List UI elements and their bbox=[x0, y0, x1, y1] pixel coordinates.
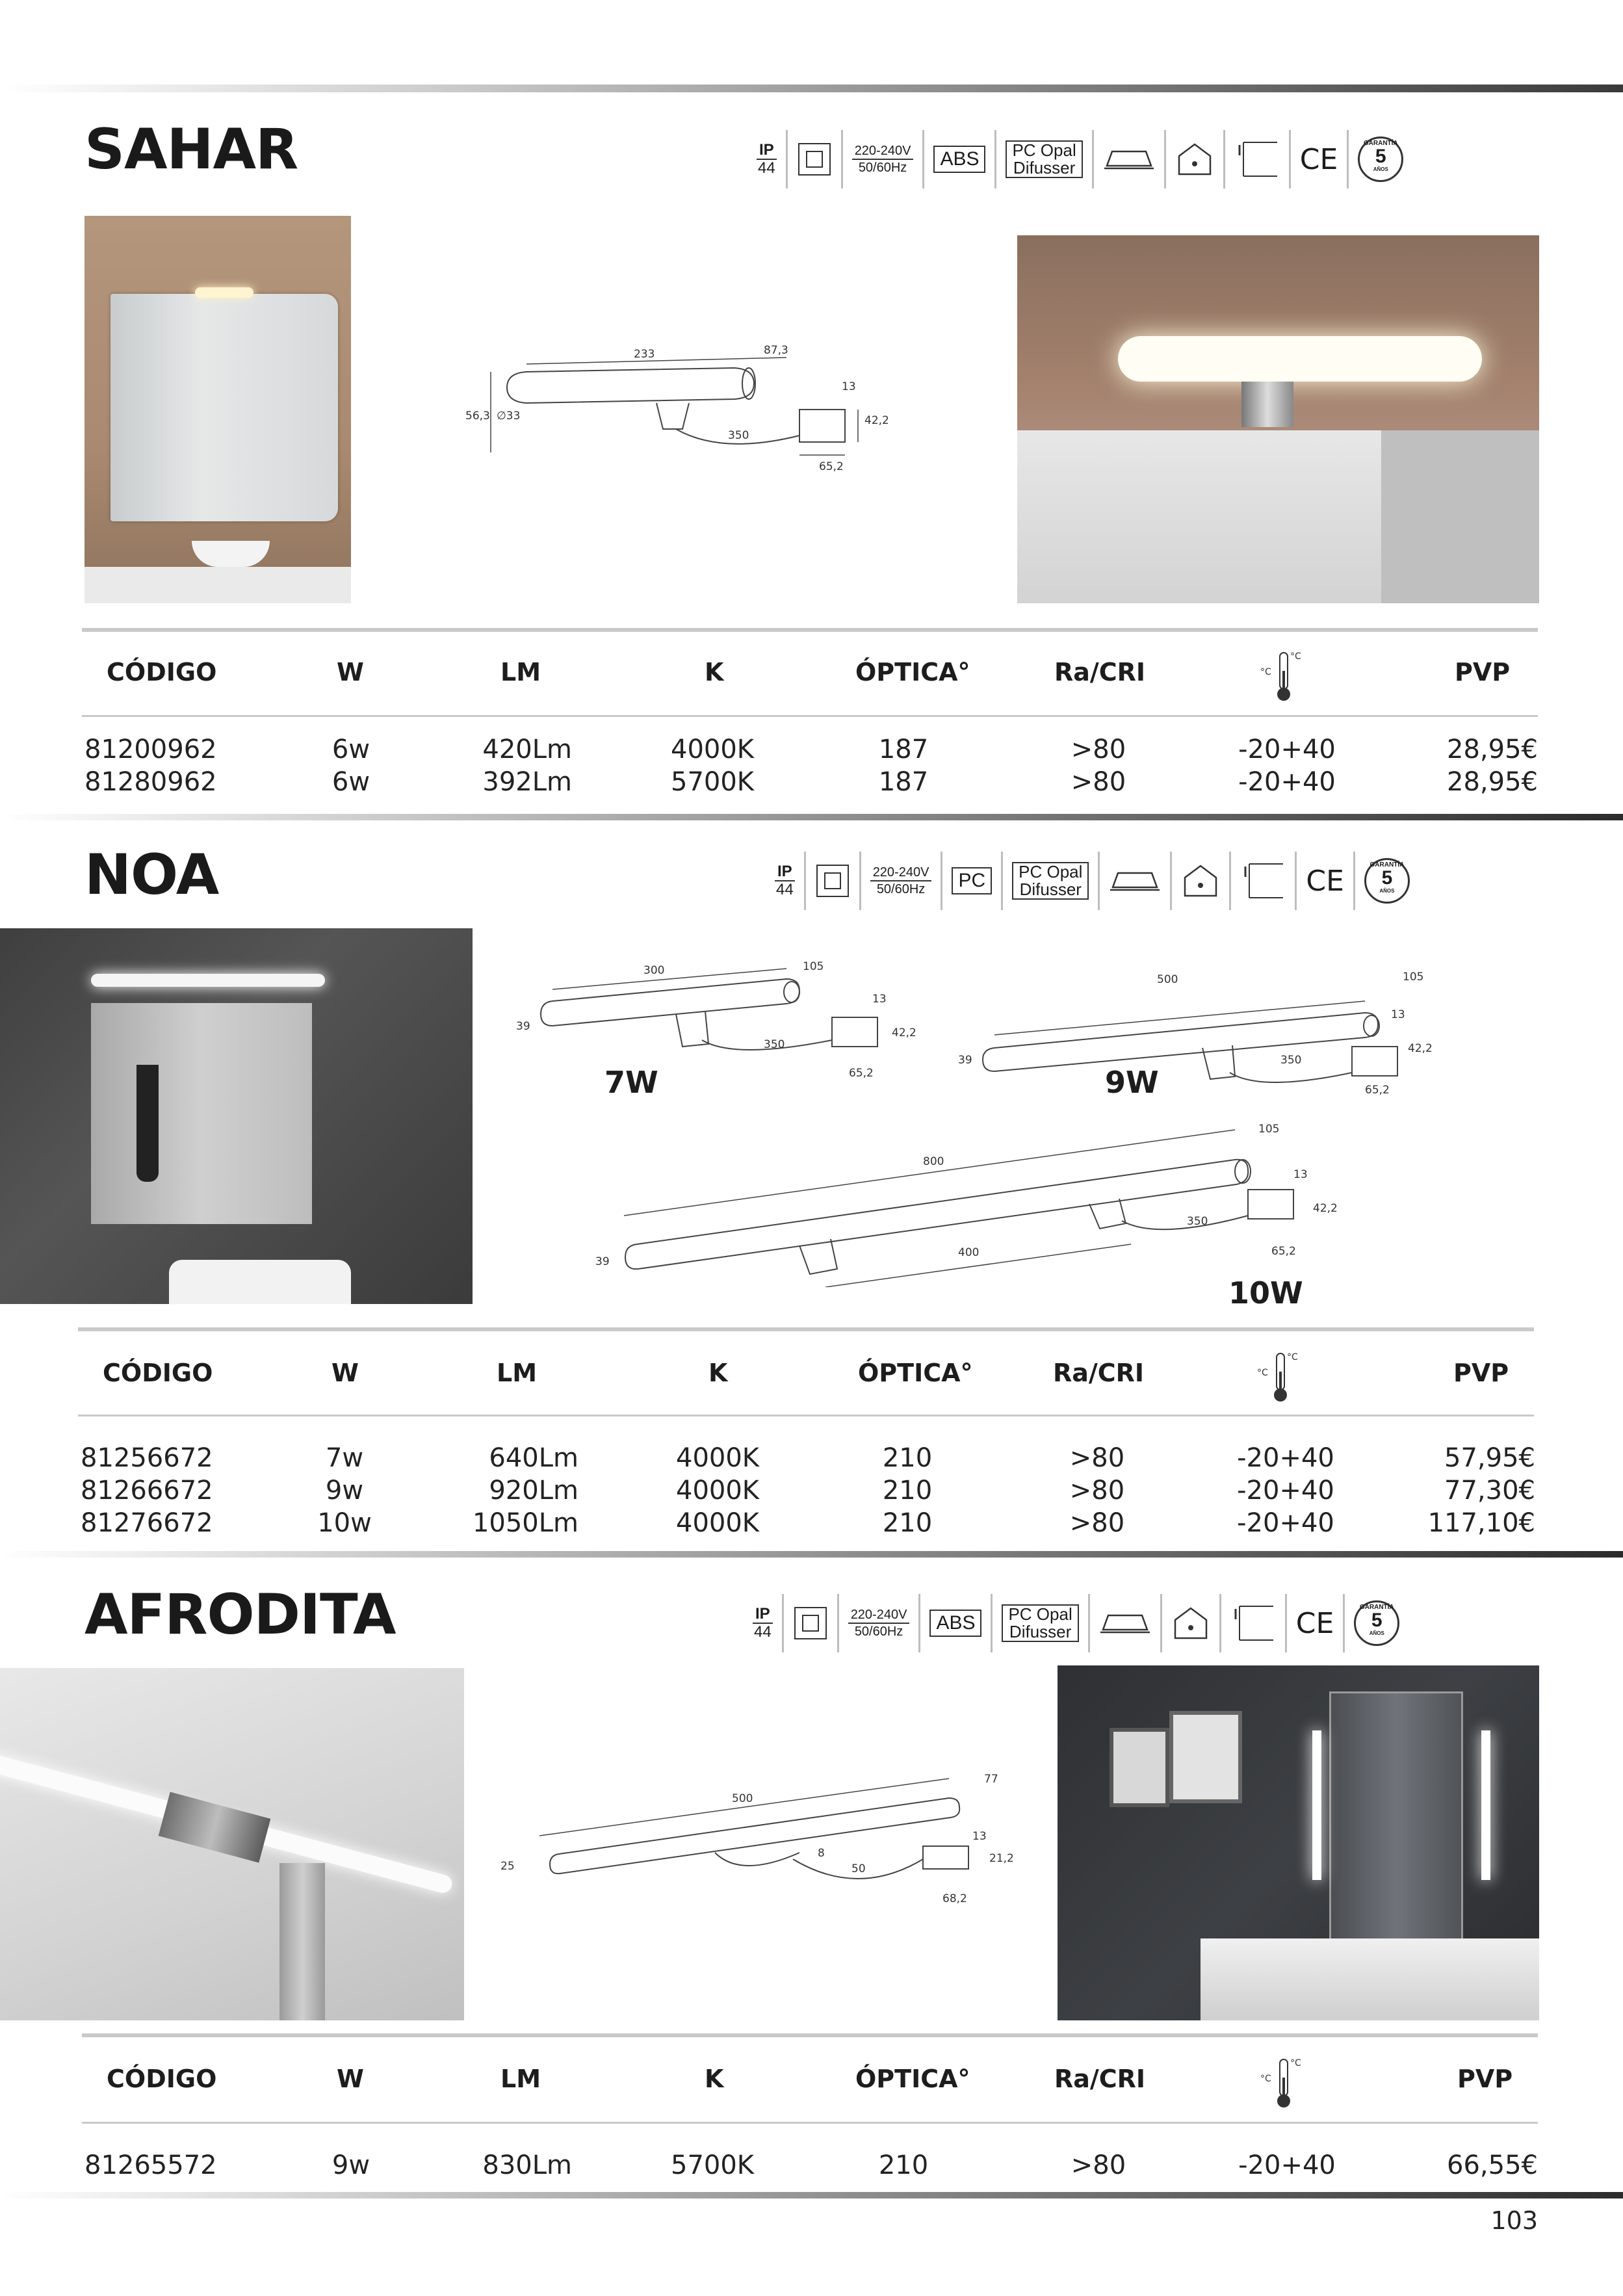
material-icon: ABS bbox=[918, 1594, 991, 1652]
ce-mark-icon: CE bbox=[1295, 852, 1353, 910]
thermometer-icon bbox=[1254, 1348, 1306, 1407]
svg-text:°C: °C bbox=[1290, 651, 1301, 662]
warranty-5-years-icon: GARANTÍA 5 AÑOS bbox=[1343, 1594, 1409, 1652]
header-codigo: CÓDIGO bbox=[103, 1359, 213, 1387]
table-header-line bbox=[82, 2122, 1538, 2124]
spec-icon-bar-afrodita bbox=[744, 1594, 1409, 1652]
header-pvp: PVP bbox=[1455, 658, 1511, 686]
dim-label: 39 bbox=[958, 1054, 972, 1067]
svg-text:°C: °C bbox=[1287, 1352, 1298, 1363]
header-k: K bbox=[708, 1359, 728, 1387]
dim-label: 350 bbox=[1280, 1054, 1302, 1067]
dim-label: 39 bbox=[595, 1255, 610, 1268]
table-header-line bbox=[82, 715, 1538, 717]
table-top-line bbox=[78, 1327, 1534, 1331]
header-cri: Ra/CRI bbox=[1054, 2065, 1146, 2093]
header-cri: Ra/CRI bbox=[1053, 1359, 1145, 1387]
ip-rating-icon: IP 44 bbox=[775, 863, 794, 898]
dim-label: 105 bbox=[1403, 971, 1424, 984]
ip-rating-icon: IP 44 bbox=[757, 141, 775, 177]
section-separator bbox=[0, 1551, 1623, 1558]
dim-label: 500 bbox=[1157, 973, 1178, 986]
dim-label: 42,2 bbox=[1313, 1202, 1338, 1215]
mounting-icon bbox=[1229, 852, 1295, 910]
spec-icon-bar-noa bbox=[766, 852, 1419, 910]
dim-label: 42,2 bbox=[1408, 1042, 1433, 1055]
product-title-sahar: SAHAR bbox=[84, 117, 298, 182]
header-optica: ÓPTICA° bbox=[855, 2065, 970, 2093]
dim-label: 87,3 bbox=[764, 344, 788, 357]
dim-label: 350 bbox=[728, 429, 749, 442]
section-separator bbox=[0, 814, 1623, 820]
warranty-5-years-icon: GARANTÍA 5 AÑOS bbox=[1347, 130, 1412, 189]
dim-label: 233 bbox=[634, 348, 655, 361]
noa-bathroom-photo bbox=[0, 928, 473, 1304]
class-ii-icon bbox=[786, 130, 841, 189]
luminaire-shape-icon bbox=[1088, 1594, 1160, 1652]
dim-label: 65,2 bbox=[1271, 1245, 1296, 1258]
header-k: K bbox=[705, 2065, 724, 2093]
header-w: W bbox=[337, 2065, 364, 2093]
dim-label: 56,3 bbox=[465, 410, 490, 423]
luminaire-shape-icon bbox=[1098, 852, 1170, 910]
dim-label: 65,2 bbox=[849, 1067, 874, 1080]
noa-9w-label: 9W bbox=[1105, 1065, 1159, 1100]
mounting-icon bbox=[1219, 1594, 1285, 1652]
dim-label: 25 bbox=[500, 1860, 515, 1873]
dim-label: 800 bbox=[923, 1155, 944, 1168]
sahar-bathroom-photo bbox=[84, 216, 351, 603]
thermometer-icon bbox=[1258, 647, 1310, 706]
table-top-line bbox=[82, 628, 1538, 632]
dim-label: 21,2 bbox=[989, 1852, 1014, 1865]
page-number: 103 bbox=[1490, 2206, 1538, 2235]
dim-label: 50 bbox=[851, 1862, 866, 1875]
material-icon: ABS bbox=[922, 130, 994, 189]
noa-7w-label: 7W bbox=[604, 1065, 658, 1100]
dim-label: 77 bbox=[984, 1773, 998, 1786]
indoor-use-icon bbox=[1170, 852, 1229, 910]
class-ii-icon bbox=[782, 1594, 837, 1652]
diffuser-icon: PC Opal Difusser bbox=[1001, 852, 1098, 910]
material-icon: PC bbox=[941, 852, 1001, 910]
product-title-noa: NOA bbox=[84, 842, 219, 907]
dim-label: 68,2 bbox=[942, 1892, 967, 1905]
header-lm: LM bbox=[500, 2065, 541, 2093]
dim-label: 65,2 bbox=[1365, 1084, 1390, 1097]
svg-text:°C: °C bbox=[1260, 667, 1271, 677]
dim-label: 13 bbox=[1391, 1008, 1405, 1021]
noa-10w-technical-drawing bbox=[585, 1118, 1365, 1287]
header-w: W bbox=[337, 658, 364, 686]
table-header-line bbox=[78, 1415, 1534, 1416]
header-lm: LM bbox=[500, 658, 541, 686]
dim-label: 42,2 bbox=[892, 1026, 916, 1039]
dim-label: 105 bbox=[1258, 1123, 1280, 1136]
dim-label: 39 bbox=[516, 1020, 530, 1033]
voltage-icon: 220-240V 50/60Hz bbox=[841, 130, 923, 189]
dim-label: 13 bbox=[972, 1830, 987, 1843]
noa-7w-technical-drawing bbox=[513, 956, 968, 1086]
header-optica: ÓPTICA° bbox=[855, 658, 970, 686]
svg-text:°C: °C bbox=[1290, 2058, 1301, 2068]
luminaire-shape-icon bbox=[1092, 130, 1164, 189]
dim-label: 350 bbox=[1187, 1215, 1208, 1228]
header-k: K bbox=[705, 658, 724, 686]
dim-label: 8 bbox=[818, 1847, 825, 1860]
noa-10w-label: 10W bbox=[1228, 1275, 1303, 1311]
sahar-technical-drawing bbox=[448, 338, 903, 494]
afrodita-technical-drawing bbox=[494, 1755, 1040, 1924]
header-w: W bbox=[331, 1359, 359, 1387]
svg-text:°C: °C bbox=[1257, 1368, 1268, 1378]
dim-label: 13 bbox=[1293, 1168, 1308, 1181]
dim-label: 65,2 bbox=[819, 460, 844, 473]
indoor-use-icon bbox=[1164, 130, 1223, 189]
diffuser-icon: PC Opal Difusser bbox=[991, 1594, 1087, 1652]
ce-mark-icon: CE bbox=[1289, 130, 1347, 189]
voltage-icon: 220-240V 50/60Hz bbox=[837, 1594, 919, 1652]
warranty-5-years-icon: GARANTÍA 5 AÑOS bbox=[1353, 852, 1419, 910]
indoor-use-icon bbox=[1160, 1594, 1219, 1652]
bottom-separator bbox=[0, 2192, 1623, 2198]
header-optica: ÓPTICA° bbox=[858, 1359, 973, 1387]
spec-icon-bar-sahar bbox=[747, 130, 1412, 189]
dim-label: ∅33 bbox=[497, 410, 521, 423]
header-lm: LM bbox=[497, 1359, 538, 1387]
afrodita-detail-photo bbox=[0, 1668, 464, 2020]
voltage-icon: 220-240V 50/60Hz bbox=[859, 852, 941, 910]
product-title-afrodita: AFRODITA bbox=[84, 1582, 396, 1647]
table-top-line bbox=[82, 2033, 1538, 2037]
sahar-detail-photo bbox=[1017, 235, 1539, 603]
mounting-icon bbox=[1223, 130, 1289, 189]
header-cri: Ra/CRI bbox=[1054, 658, 1146, 686]
dim-label: 42,2 bbox=[864, 414, 889, 427]
noa-9w-technical-drawing bbox=[949, 962, 1508, 1105]
dim-label: 105 bbox=[803, 960, 824, 973]
dim-label: 500 bbox=[732, 1792, 753, 1805]
dim-label: 13 bbox=[872, 993, 887, 1006]
dim-label: 300 bbox=[643, 964, 665, 977]
thermometer-icon bbox=[1258, 2054, 1310, 2113]
top-rule bbox=[0, 85, 1623, 92]
ip-rating-icon: IP 44 bbox=[753, 1605, 772, 1641]
ce-mark-icon: CE bbox=[1285, 1594, 1344, 1652]
diffuser-icon: PC Opal Difusser bbox=[994, 130, 1091, 189]
svg-text:°C: °C bbox=[1260, 2074, 1271, 2084]
class-ii-icon bbox=[804, 852, 859, 910]
dim-label: 400 bbox=[958, 1246, 980, 1259]
header-pvp: PVP bbox=[1457, 2065, 1513, 2093]
header-codigo: CÓDIGO bbox=[107, 658, 217, 686]
dim-label: 350 bbox=[764, 1038, 785, 1051]
header-pvp: PVP bbox=[1453, 1359, 1509, 1387]
dim-label: 13 bbox=[842, 380, 856, 393]
header-codigo: CÓDIGO bbox=[107, 2065, 217, 2093]
afrodita-bathroom-photo bbox=[1058, 1665, 1539, 2020]
